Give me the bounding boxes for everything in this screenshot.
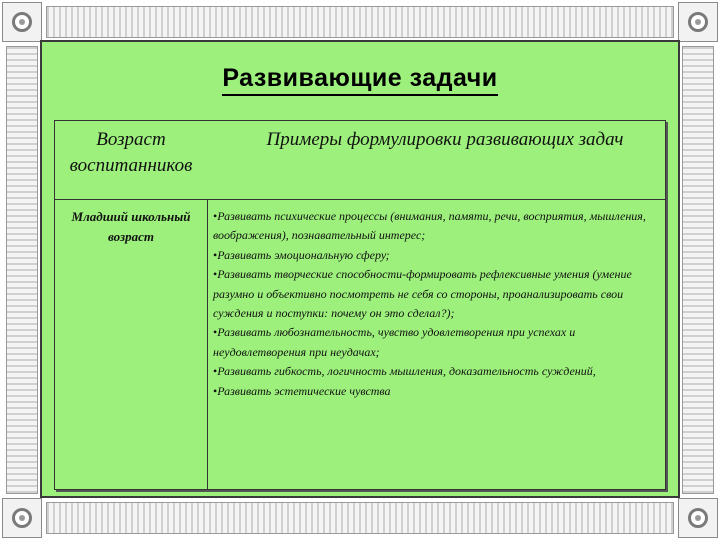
corner-ring-icon <box>678 498 718 538</box>
list-item: • Развивать любознательность, чувство удовлетворения при успехах и неудовлетворения при неудачах; <box>213 323 661 362</box>
slide-title-text: Развивающие задачи <box>222 64 497 96</box>
frame-bottom-bar <box>46 502 674 534</box>
frame-left-bar <box>6 46 38 494</box>
list-item: • Развивать творческие способности-формировать рефлексивные умения (умение разумно и объективно посмотреть не себя со стороны, проанализировать свои суждения и поступки: почему он это сделал?); <box>213 265 661 323</box>
list-item: • Развивать эстетические чувства <box>213 382 661 401</box>
corner-ring-icon <box>2 498 42 538</box>
column-divider <box>207 199 208 489</box>
table-header-row <box>55 121 665 200</box>
frame-right-bar <box>682 46 714 494</box>
age-cell: Младший школьный возраст <box>71 209 191 244</box>
examples-list <box>213 207 661 401</box>
header-age: Возраст воспитанников <box>69 129 193 176</box>
corner-ring-icon <box>2 2 42 42</box>
frame-top-bar <box>46 6 674 38</box>
corner-ring-icon <box>678 2 718 42</box>
list-item: • Развивать психические процессы (внимания, памяти, речи, восприятия, мышления, воображения), познавательный интерес; <box>213 207 661 246</box>
tasks-table <box>54 120 666 490</box>
list-item: • Развивать эмоциональную сферу; <box>213 246 661 265</box>
slide-title <box>0 64 720 93</box>
header-examples: Примеры формулировки развивающих задач <box>266 129 624 150</box>
list-item: • Развивать гибкость, логичность мышления, доказательность суждений, <box>213 362 661 381</box>
